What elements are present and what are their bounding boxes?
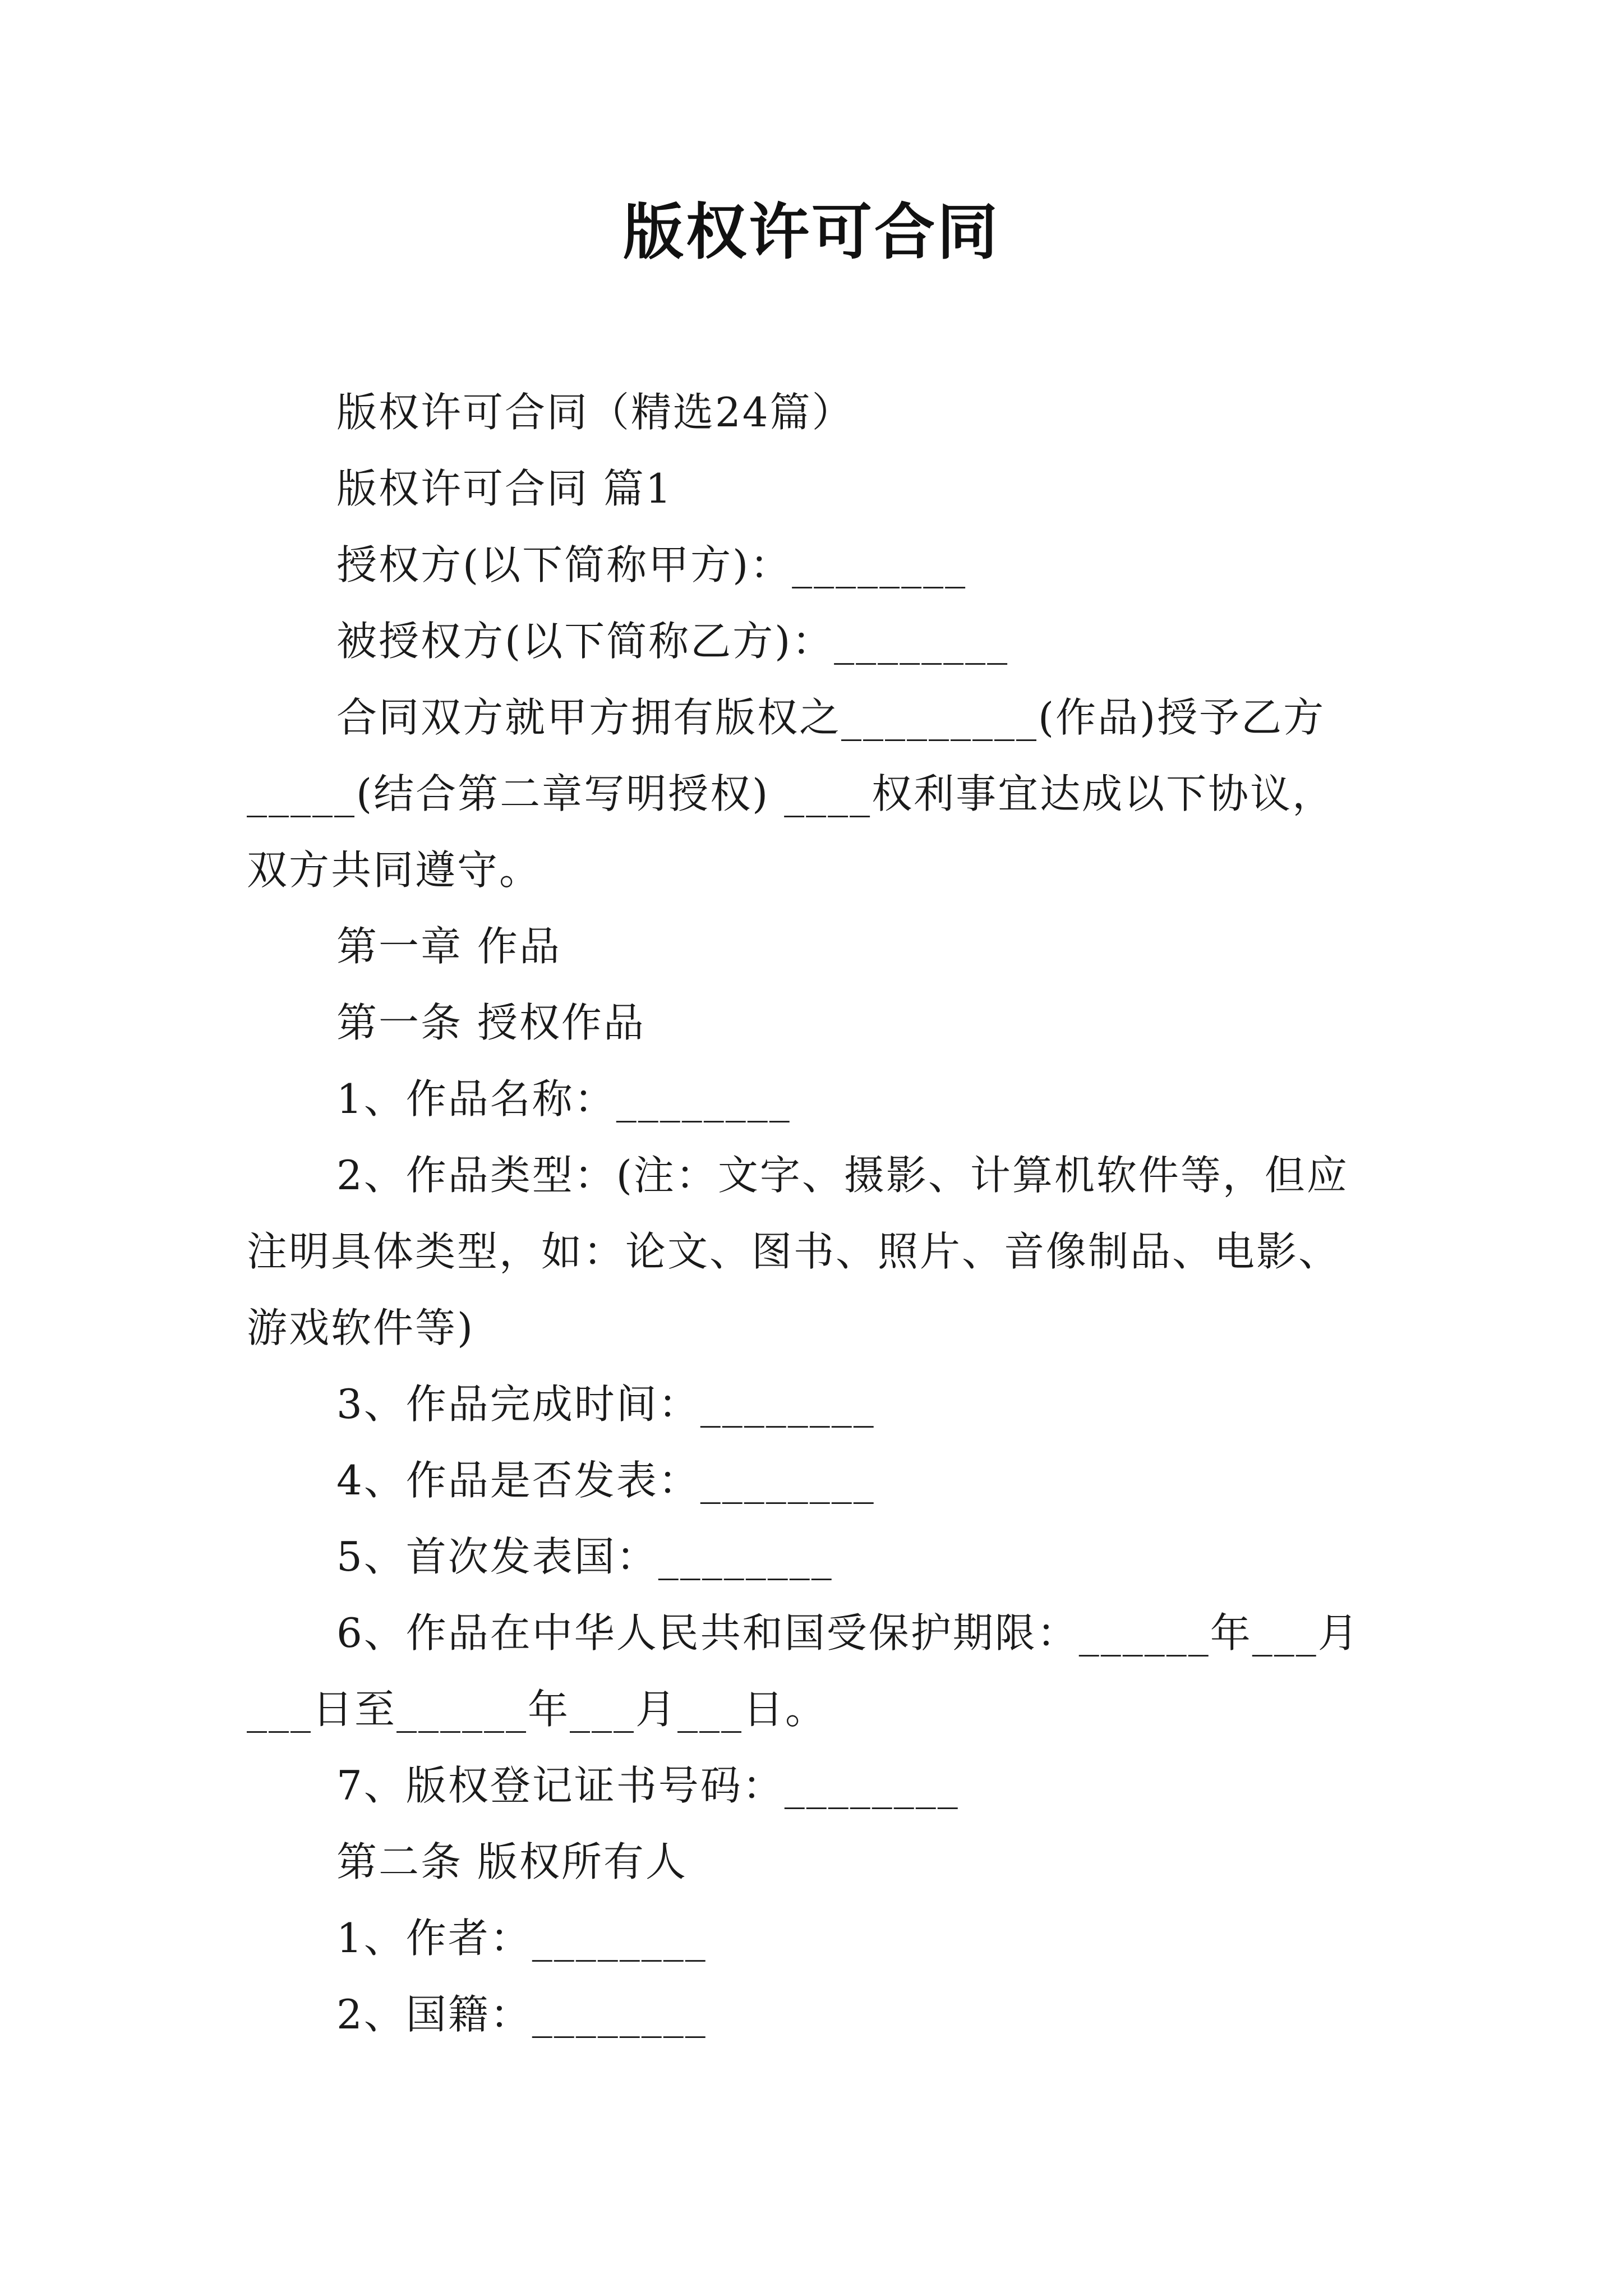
paragraph-line: 版权许可合同（精选24篇） [336, 389, 854, 436]
article-heading: 第一条 授权作品 [336, 999, 645, 1046]
paragraph-line: 2、国籍：________ [336, 1991, 707, 2038]
paragraph-line: 1、作者：________ [336, 1915, 707, 1962]
paragraph-line: 双方共同遵守。 [247, 846, 542, 894]
article-heading: 第二条 版权所有人 [336, 1838, 688, 1885]
paragraph-line: _____(结合第二章写明授权) ____权利事宜达成以下协议， [247, 770, 1335, 817]
document-title: 版权许可合同 [623, 197, 1000, 268]
paragraph-line: 1、作品名称：________ [336, 1075, 791, 1122]
paragraph-line: 游戏软件等) [247, 1304, 475, 1351]
paragraph-line: 版权许可合同 篇1 [336, 465, 673, 512]
paragraph-line: 注明具体类型，如：论文、图书、照片、音像制品、电影、 [247, 1228, 1341, 1275]
paragraph-line: ___日至______年___月___日。 [247, 1686, 828, 1733]
paragraph-line: 5、首次发表国：________ [336, 1533, 833, 1580]
paragraph-line: 授权方(以下简称甲方)：________ [336, 541, 967, 588]
paragraph-line: 合同双方就甲方拥有版权之_________(作品)授予乙方 [336, 694, 1326, 741]
paragraph-line: 被授权方(以下简称乙方)：________ [336, 618, 1009, 665]
paragraph-line: 3、作品完成时间：________ [336, 1381, 875, 1428]
paragraph-line: 2、作品类型：(注：文字、摄影、计算机软件等，但应 [336, 1152, 1349, 1199]
paragraph-line: 7、版权登记证书号码：________ [336, 1762, 960, 1809]
chapter-heading: 第一章 作品 [336, 923, 561, 970]
paragraph-line: 6、作品在中华人民共和国受保护期限：______年___月 [336, 1609, 1360, 1657]
paragraph-line: 4、作品是否发表：________ [336, 1457, 875, 1504]
